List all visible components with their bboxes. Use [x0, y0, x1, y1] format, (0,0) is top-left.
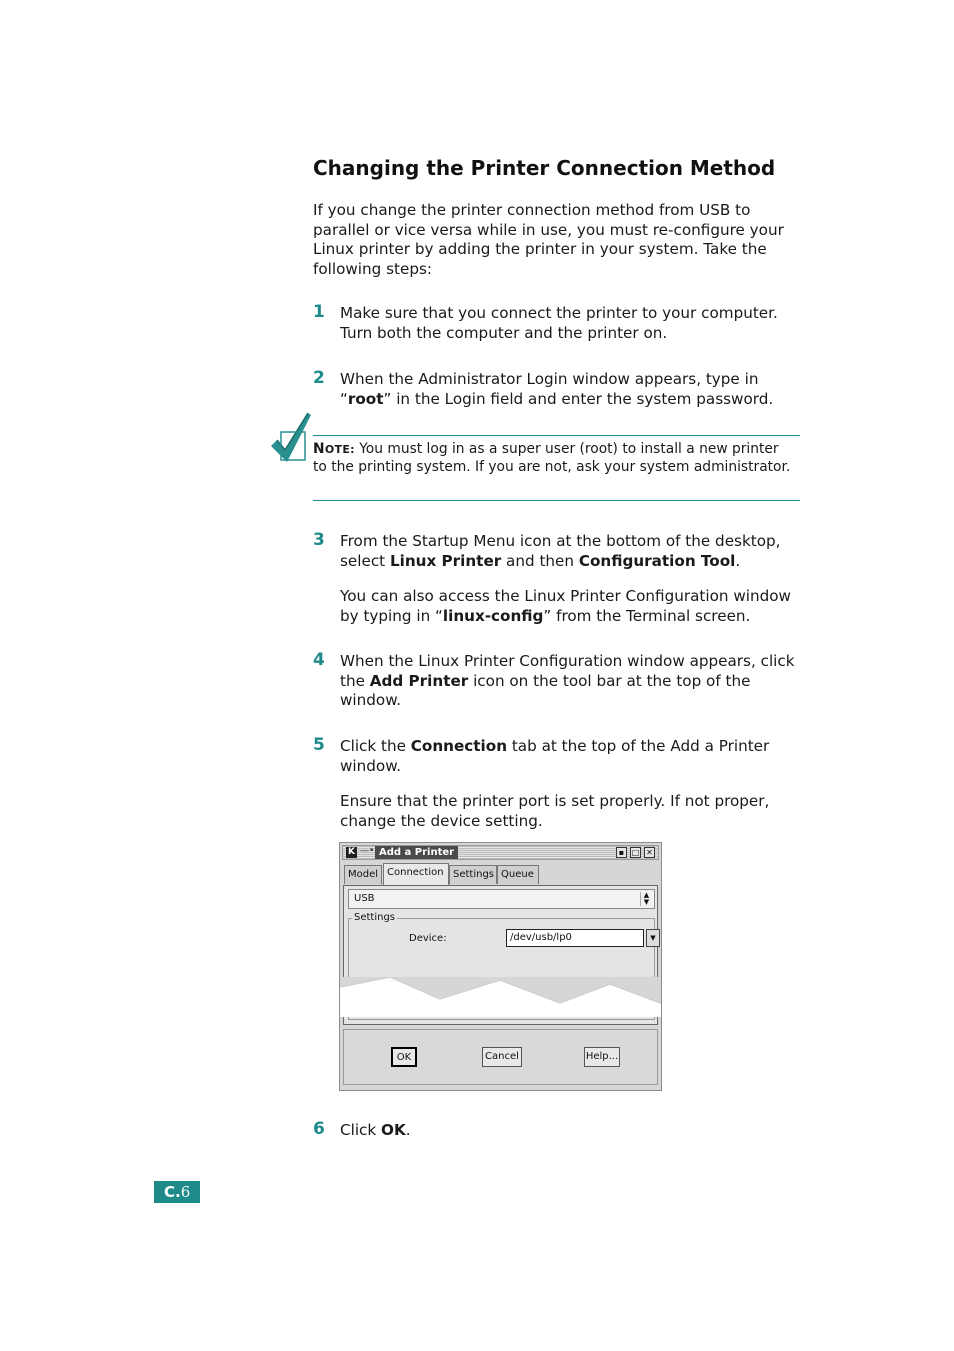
step-number-3: 3	[313, 530, 325, 550]
dialog-titlebar	[342, 845, 659, 860]
page-number-tab	[154, 1181, 200, 1203]
maximize-icon[interactable]: □	[631, 848, 640, 857]
note-text: NOTE: You must log in as a super user (root) to install a new printer to the printing system. If you are not, ask your system administrator.	[313, 441, 791, 475]
cancel-button[interactable]: Cancel	[482, 1047, 522, 1067]
minimize-icon[interactable]: ▪	[616, 847, 627, 858]
device-input[interactable]: /dev/usb/lp0	[506, 929, 644, 947]
device-dropdown-icon[interactable]: ▼	[646, 929, 660, 947]
step-number-6: 6	[313, 1119, 325, 1139]
step-text-5: Click the Connection tab at the top of the Add a Printer window.	[340, 737, 770, 775]
step-text-2: When the Administrator Login window appears, type in “root” in the Login field and enter the system password.	[340, 370, 774, 408]
device-label: Device:	[409, 933, 447, 944]
close-icon[interactable]: ✕	[644, 847, 655, 858]
note-bottom-rule	[313, 500, 800, 501]
settings-group-label: Settings	[354, 912, 396, 923]
step-text-4: When the Linux Printer Configuration window appears, click the Add Printer icon on the tool bar at the top of the window.	[340, 652, 795, 710]
pin-icon: —•	[360, 846, 375, 856]
step-3-subtext: You can also access the Linux Printer Configuration window by typing in “linux-config” from the Terminal screen.	[340, 587, 791, 625]
dialog-button-area	[343, 1029, 658, 1085]
tab-queue[interactable]: Queue	[497, 865, 539, 884]
intro-paragraph: If you change the printer connection method from USB to parallel or vice versa while in use, you must re-configure your Linux printer by adding the printer in your system. Take the following steps:	[313, 201, 784, 278]
help-button[interactable]: Help...	[584, 1047, 620, 1067]
step-text-3: From the Startup Menu icon at the bottom of the desktop, select Linux Printer and then Configuration Tool.	[340, 532, 781, 570]
ok-button[interactable]: OK	[391, 1047, 417, 1067]
step-number-2: 2	[313, 368, 325, 388]
note-top-rule	[313, 435, 800, 436]
step-text-1: Make sure that you connect the printer to your computer. Turn both the computer and the printer on.	[340, 304, 778, 342]
section-title: Changing the Printer Connection Method	[313, 156, 776, 180]
kde-logo-icon: K	[346, 847, 357, 858]
add-printer-dialog-screenshot	[339, 842, 662, 1091]
tab-model[interactable]: Model	[344, 865, 382, 884]
screenshot-cut-marks	[340, 977, 662, 1017]
spinner-icon: ▲ ▼	[640, 892, 652, 906]
tab-settings[interactable]: Settings	[449, 865, 497, 884]
step-5-subtext: Ensure that the printer port is set properly. If not proper, change the device setting.	[340, 792, 770, 830]
step-number-5: 5	[313, 735, 325, 755]
connection-type-select[interactable]	[348, 889, 655, 909]
dialog-title: Add a Printer	[375, 846, 458, 859]
connection-type-value: USB	[354, 893, 375, 904]
tab-connection[interactable]: Connection	[383, 863, 449, 885]
note-checkmark-icon	[268, 410, 314, 466]
note-label: NOTE:	[313, 441, 355, 457]
step-number-4: 4	[313, 650, 325, 670]
page-prefix: C.	[164, 1183, 181, 1201]
page-number: 6	[180, 1183, 191, 1201]
step-text-6: Click OK.	[340, 1121, 411, 1139]
step-number-1: 1	[313, 302, 325, 322]
